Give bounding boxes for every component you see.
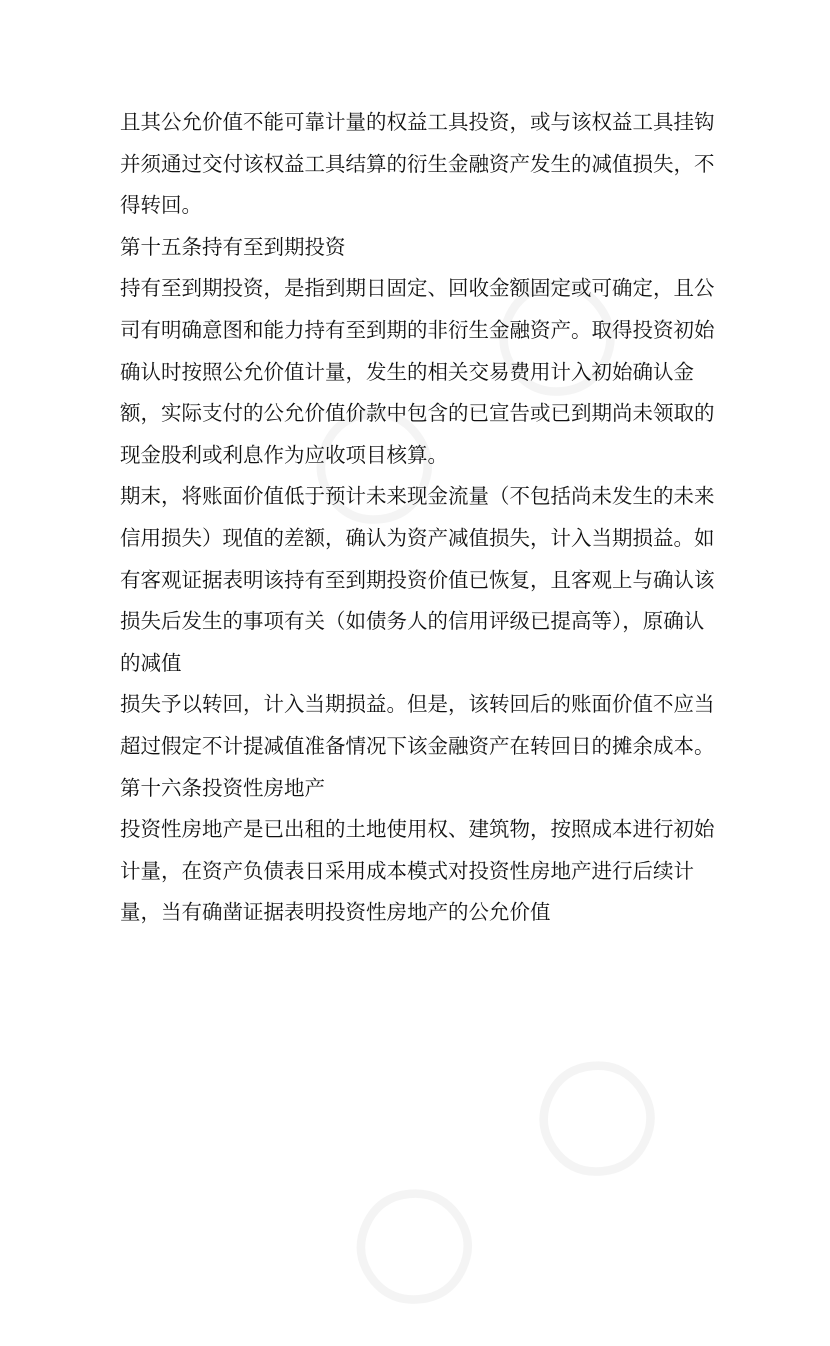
section-heading: 第十五条持有至到期投资 xyxy=(120,234,346,259)
paragraph: 损失予以转回，计入当期损益。但是，该转回后的账面价值不应当超过假定不计提减值准备情况下该金融资产在转回日的摊余成本。 xyxy=(120,692,715,758)
document-body xyxy=(120,102,720,934)
paragraph: 期末，将账面价值低于预计未来现金流量（不包括尚未发生的未来信用损失）现值的差额，确认为资产减值损失，计入当期损益。如有客观证据表明该持有至到期投资价值已恢复，且客观上与确认该损失后发生的事项有关（如债务人的信用评级已提高等），原确认的减值 xyxy=(120,484,715,675)
watermark xyxy=(304,988,710,1345)
paragraph: 投资性房地产是已出租的土地使用权、建筑物，按照成本进行初始计量，在资产负债表日采用成本模式对投资性房地产进行后续计量，当有确凿证据表明投资性房地产的公允价值 xyxy=(120,817,715,925)
paragraph: 且其公允价值不能可靠计量的权益工具投资，或与该权益工具挂钩并须通过交付该权益工具结算的衍生金融资产发生的减值损失，不得转回。 xyxy=(120,110,715,218)
section-heading: 第十六条投资性房地产 xyxy=(120,775,325,800)
paragraph: 持有至到期投资，是指到期日固定、回收金额固定或可确定，且公司有明确意图和能力持有至到期的非衍生金融资产。取得投资初始确认时按照公允价值计量，发生的相关交易费用计入初始确认金额，实际支付的公允价值价款中包含的已宣告或已到期尚未领取的现金股利或利息作为应收项目核算。 xyxy=(120,276,715,467)
